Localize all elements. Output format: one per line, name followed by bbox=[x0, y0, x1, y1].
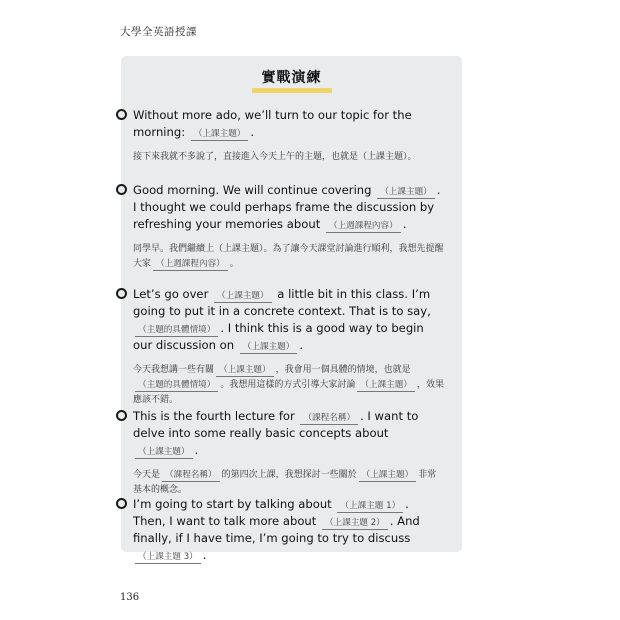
bullet-circle-icon bbox=[116, 410, 127, 421]
phrase-item-4 bbox=[121, 408, 462, 498]
fill-in-blank: （上課主題） bbox=[240, 341, 298, 354]
fill-in-blank: （上課主題） bbox=[357, 379, 415, 392]
fill-in-blank: （上課主題 1） bbox=[337, 500, 403, 513]
fill-in-blank: （上週課程內容） bbox=[153, 258, 228, 271]
fill-in-blank: （主題的具體情境） bbox=[135, 324, 218, 337]
bullet-circle-icon bbox=[116, 498, 127, 509]
phrase-item-3 bbox=[121, 286, 462, 408]
chinese-translation: 今天是 （課程名稱） 的第四次上課，我想探討一些關於 （上課主題） 非常基本的概念。 bbox=[133, 469, 437, 495]
fill-in-blank: （上課主題） bbox=[135, 446, 193, 459]
fill-in-blank: （主題的具體情境） bbox=[135, 379, 218, 392]
english-sentence: Good morning. We will continue covering （上課主題） . I thought we could perhaps frame the discussion by refreshing your memories about （上週課程內容） . bbox=[133, 183, 441, 231]
english-sentence: This is the fourth lecture for （課程名稱） . I want to delve into some really basic concepts about （上課主題） . bbox=[133, 409, 419, 457]
running-head: 大學全英語授課 bbox=[120, 26, 197, 38]
bullet-circle-icon bbox=[116, 288, 127, 299]
phrase-item-2 bbox=[121, 182, 462, 272]
section-title: 實戰演練 bbox=[121, 70, 462, 93]
english-sentence: Without more ado, we’ll turn to our topic for the morning: （上課主題） . bbox=[133, 108, 412, 139]
chinese-translation: 同學早。我們繼續上（上課主題）。為了讓今天課堂討論進行順利，我想先提醒大家 （上週課程內容） 。 bbox=[133, 243, 444, 269]
fill-in-blank: （上課主題） bbox=[377, 186, 435, 199]
phrase-item-5 bbox=[121, 496, 462, 564]
english-sentence: I’m going to start by talking about （上課主題 1） . Then, I want to talk more about （上課主題 2） . And finally, if I have time, I’m going to try to discuss （上課主題 3） . bbox=[133, 497, 420, 562]
english-sentence: Let’s go over （上課主題） a little bit in this class. I’m going to put it in a concrete context. That is to say, （主題的具體情境） . I think this is a good way to begin our discussion on （上課主題） . bbox=[133, 287, 431, 352]
fill-in-blank: （上課主題 3） bbox=[135, 551, 201, 564]
bullet-circle-icon bbox=[116, 109, 127, 120]
fill-in-blank: （課程名稱） bbox=[300, 412, 358, 425]
fill-in-blank: （上課主題 2） bbox=[322, 517, 388, 530]
practice-box bbox=[121, 56, 462, 562]
fill-in-blank: （上課主題） bbox=[214, 290, 272, 303]
chinese-translation: 接下來我就不多說了，直接進入今天上午的主題，也就是（上課主題）。 bbox=[133, 151, 417, 162]
bullet-circle-icon bbox=[116, 184, 127, 195]
fill-in-blank: （上課主題） bbox=[359, 469, 417, 482]
fill-in-blank: （上課主題） bbox=[216, 364, 274, 377]
page-number: 136 bbox=[120, 592, 140, 603]
fill-in-blank: （課程名稱） bbox=[162, 469, 220, 482]
phrase-item-1 bbox=[121, 107, 462, 165]
chinese-translation: 今天我想講一些有關 （上課主題） ，我會用一個具體的情境，也就是（主題的具體情境） 。我想用這樣的方式引導大家討論 （上課主題） ，效果應該不錯。 bbox=[133, 364, 444, 405]
fill-in-blank: （上週課程內容） bbox=[326, 220, 401, 233]
fill-in-blank: （上課主題） bbox=[191, 128, 249, 141]
